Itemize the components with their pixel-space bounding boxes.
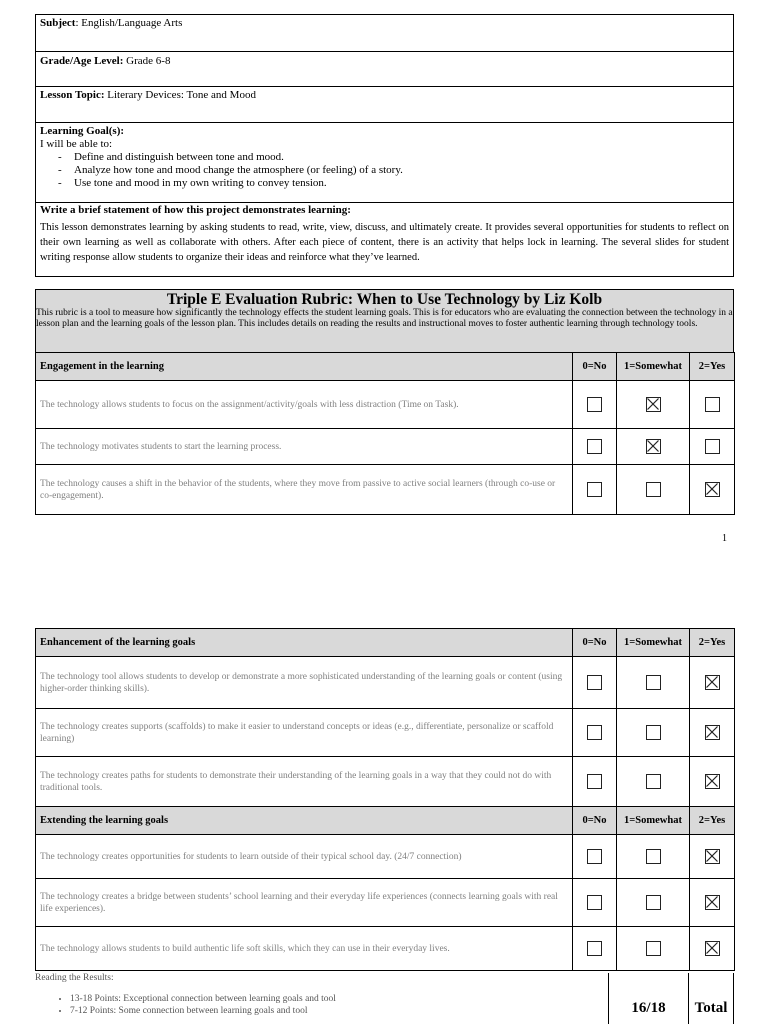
- section-header-row: [36, 353, 735, 381]
- checked-checkbox-icon[interactable]: [705, 895, 720, 910]
- score-yes-cell: [690, 429, 735, 465]
- score-somewhat-cell: [617, 429, 690, 465]
- score-no-cell: [573, 657, 617, 709]
- score-cell: [608, 973, 689, 1024]
- criterion-row: [36, 879, 735, 927]
- goals-row: [36, 123, 733, 203]
- checkbox-icon[interactable]: [587, 725, 602, 740]
- criterion-text: The technology allows students to focus on the assignment/activity/goals with less distraction (Time on Task).: [36, 381, 573, 429]
- criterion-row: [36, 835, 735, 879]
- score-somewhat-cell: [617, 381, 690, 429]
- rubric-table-enhancement-extension: [35, 628, 735, 971]
- score-no-cell: [573, 429, 617, 465]
- score-yes-cell: [690, 879, 735, 927]
- goal-item: - Use tone and mood in my own writing to convey tension.: [58, 177, 729, 190]
- section-title: Engagement in the learning: [36, 353, 573, 381]
- statement-text: This lesson demonstrates learning by asking students to read, write, view, discuss, and ultimately create. It provides several opportunities for students to reflect on their own learning as well as collaborate with others. After each piece of content, there is an activity that helps lock in learning. The several slides for student writing response allow students to organize their ideas and reinforce what they’ve learned.: [40, 222, 729, 263]
- criterion-text: The technology creates paths for students to demonstrate their understanding of the learning goals in a way that they could not do with traditional tools.: [36, 757, 573, 807]
- criterion-text: The technology tool allows students to develop or demonstrate a more sophisticated understanding of the learning goals or content (using higher-order thinking skills).: [36, 657, 573, 709]
- score-no-cell: [573, 381, 617, 429]
- score-somewhat-cell: [617, 879, 690, 927]
- checked-checkbox-icon[interactable]: [705, 774, 720, 789]
- score-yes-cell: [690, 757, 735, 807]
- checkbox-icon[interactable]: [587, 849, 602, 864]
- criterion-text: The technology creates supports (scaffolds) to make it easier to understand concepts or ideas (e.g., differentiate, personalize or scaffold learning): [36, 709, 573, 757]
- checkbox-icon[interactable]: [587, 774, 602, 789]
- checkbox-icon[interactable]: [587, 941, 602, 956]
- results-item: • 13-18 Points: Exceptional connection between learning goals and tool: [70, 993, 595, 1005]
- checked-checkbox-icon[interactable]: [705, 941, 720, 956]
- section-rows: [36, 381, 735, 515]
- col-no-header: 0=No: [573, 807, 617, 835]
- total-label: Total: [694, 1000, 728, 1016]
- score-yes-cell: [690, 709, 735, 757]
- goals-list: [40, 151, 729, 190]
- criterion-row: [36, 927, 735, 971]
- criterion-row: [36, 709, 735, 757]
- goals-label: Learning Goal(s):: [40, 125, 125, 137]
- score-somewhat-cell: [617, 927, 690, 971]
- criterion-text: The technology causes a shift in the behavior of the students, where they move from passive to active social learners (through co-use or co-engagement).: [36, 465, 573, 515]
- checked-checkbox-icon[interactable]: [646, 439, 661, 454]
- criterion-row: [36, 429, 735, 465]
- criterion-text: The technology allows students to build authentic life soft skills, which they can use in their everyday lives.: [36, 927, 573, 971]
- checkbox-icon[interactable]: [646, 675, 661, 690]
- score-somewhat-cell: [617, 835, 690, 879]
- col-yes-header: 2=Yes: [690, 353, 735, 381]
- checked-checkbox-icon[interactable]: [646, 397, 661, 412]
- checkbox-icon[interactable]: [705, 397, 720, 412]
- rubric-title: Triple E Evaluation Rubric: When to Use Technology by Liz Kolb: [166, 291, 603, 308]
- criterion-text: The technology creates opportunities for students to learn outside of their typical school day. (24/7 connection): [36, 835, 573, 879]
- goal-item: - Analyze how tone and mood change the atmosphere (or feeling) of a story.: [58, 164, 729, 177]
- col-no-header: 0=No: [573, 629, 617, 657]
- col-yes-header: 2=Yes: [690, 629, 735, 657]
- col-somewhat-header: 1=Somewhat: [617, 807, 690, 835]
- section-header-row: [36, 807, 735, 835]
- statement-prompt: Write a brief statement of how this project demonstrates learning:: [40, 204, 351, 216]
- score-yes-cell: [690, 835, 735, 879]
- topic-row: [36, 87, 733, 123]
- criterion-text: The technology motivates students to start the learning process.: [36, 429, 573, 465]
- checkbox-icon[interactable]: [646, 725, 661, 740]
- topic-value: Literary Devices: Tone and Mood: [104, 89, 256, 101]
- statement-row: [36, 203, 733, 276]
- checkbox-icon[interactable]: [646, 482, 661, 497]
- score-no-cell: [573, 835, 617, 879]
- score-somewhat-cell: [617, 465, 690, 515]
- results-item: • 7-12 Points: Some connection between learning goals and tool: [70, 1005, 595, 1017]
- checkbox-icon[interactable]: [587, 482, 602, 497]
- results-list: [35, 993, 595, 1017]
- section-title: Extending the learning goals: [36, 807, 573, 835]
- section-rows: [36, 835, 735, 971]
- criterion-row: [36, 757, 735, 807]
- grade-label: Grade/Age Level:: [40, 55, 124, 67]
- score-no-cell: [573, 879, 617, 927]
- checkbox-icon[interactable]: [646, 895, 661, 910]
- subject-label: Subject: [40, 17, 76, 29]
- reading-results: [35, 973, 595, 1017]
- col-yes-header: 2=Yes: [690, 807, 735, 835]
- criterion-row: [36, 465, 735, 515]
- subject-row: [36, 15, 733, 52]
- subject-value: : English/Language Arts: [75, 17, 183, 29]
- rubric-intro: This rubric is a tool to measure how significantly the technology effects the student learning goals. This is for educators who are evaluating the connection between the technology in a lesson plan and the learning goals of the lesson plan. This includes details on reading the results and instructional moves to foster authentic learning through technology tools.: [36, 308, 733, 329]
- col-somewhat-header: 1=Somewhat: [617, 353, 690, 381]
- criterion-row: [36, 657, 735, 709]
- checkbox-icon[interactable]: [646, 941, 661, 956]
- checkbox-icon[interactable]: [646, 849, 661, 864]
- score-somewhat-cell: [617, 709, 690, 757]
- topic-label: Lesson Topic:: [40, 89, 105, 101]
- checkbox-icon[interactable]: [587, 397, 602, 412]
- score-no-cell: [573, 709, 617, 757]
- goals-intro: I will be able to:: [40, 138, 113, 150]
- goal-item: - Define and distinguish between tone and mood.: [58, 151, 729, 164]
- criterion-text: The technology creates a bridge between students’ school learning and their everyday life experiences (connects learning goals with real life experiences).: [36, 879, 573, 927]
- score-somewhat-cell: [617, 657, 690, 709]
- checkbox-icon[interactable]: [646, 774, 661, 789]
- checked-checkbox-icon[interactable]: [705, 675, 720, 690]
- page-number: 1: [722, 533, 727, 544]
- score-yes-cell: [690, 927, 735, 971]
- total-cell: [689, 973, 734, 1024]
- results-heading: Reading the Results:: [35, 973, 114, 983]
- checkbox-icon[interactable]: [587, 439, 602, 454]
- lesson-info-table: [35, 14, 734, 277]
- col-no-header: 0=No: [573, 353, 617, 381]
- grade-value: Grade 6-8: [123, 55, 171, 67]
- total-score: 16/18: [631, 1000, 666, 1016]
- checkbox-icon[interactable]: [705, 439, 720, 454]
- score-yes-cell: [690, 465, 735, 515]
- score-no-cell: [573, 757, 617, 807]
- score-somewhat-cell: [617, 757, 690, 807]
- checked-checkbox-icon[interactable]: [705, 849, 720, 864]
- checkbox-icon[interactable]: [587, 895, 602, 910]
- checked-checkbox-icon[interactable]: [705, 725, 720, 740]
- checked-checkbox-icon[interactable]: [705, 482, 720, 497]
- rubric-table-engagement: [35, 352, 735, 515]
- grade-row: [36, 52, 733, 87]
- rubric-title-block: [35, 289, 734, 353]
- checkbox-icon[interactable]: [587, 675, 602, 690]
- section-header-row: [36, 629, 735, 657]
- section-title: Enhancement of the learning goals: [36, 629, 573, 657]
- col-somewhat-header: 1=Somewhat: [617, 629, 690, 657]
- section-rows: [36, 657, 735, 807]
- score-yes-cell: [690, 381, 735, 429]
- score-yes-cell: [690, 657, 735, 709]
- criterion-row: [36, 381, 735, 429]
- score-no-cell: [573, 927, 617, 971]
- score-no-cell: [573, 465, 617, 515]
